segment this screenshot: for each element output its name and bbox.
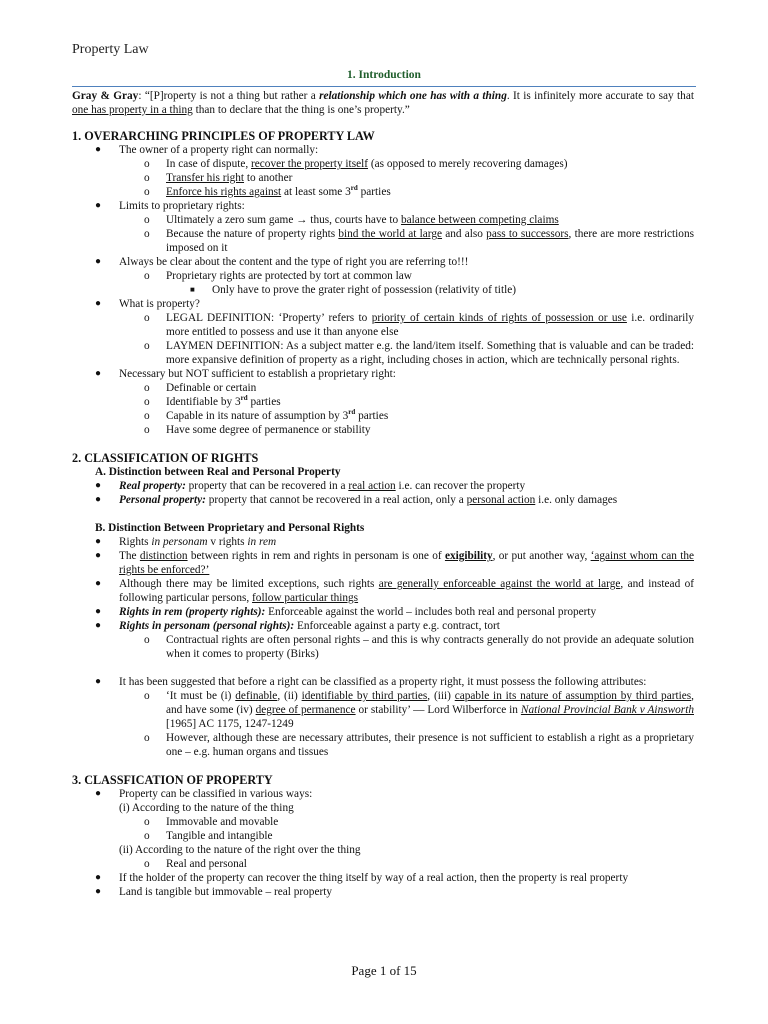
item-text: , there are more restrictions imposed on it: [166, 228, 694, 254]
section-1-heading: 1. OVERARCHING PRINCIPLES OF PROPERTY LAW: [72, 129, 375, 143]
item-italic: in personam: [151, 536, 208, 548]
item-label: Rights in rem (property rights):: [119, 606, 266, 618]
item-text: , (iii): [427, 690, 455, 702]
item-text: to another: [244, 172, 293, 184]
item-label: Rights in personam (personal rights):: [119, 620, 295, 632]
list-item: o Ultimately a zero sum game → thus, courts have to balance between competing claims: [144, 214, 559, 226]
quote-emphasis: relationship which one has with a thing: [319, 90, 507, 102]
list-item: ● Although there may be limited exceptions, such rights are generally enforceable against the world at large, and instead of following particular persons, follow particular things: [95, 578, 694, 604]
subsection-a-heading: A. Distinction between Real and Personal Property: [95, 466, 341, 478]
quote-text: . It is infinitely more accurate to say that: [506, 90, 694, 102]
list-item: o Contractual rights are often personal rights – and this is why contracts generally do not provide an adequate solution when it comes to property (Birks): [144, 634, 694, 660]
item-text: Limits to proprietary rights:: [119, 200, 245, 212]
item-text: The owner of a property right can normally:: [119, 144, 319, 156]
item-bold-underline: exigibility: [444, 550, 493, 562]
superscript: rd: [240, 394, 248, 403]
list-item: o In case of dispute, recover the property itself (as opposed to merely recovering damages): [144, 158, 568, 170]
item-underline: identifiable by third parties: [301, 690, 428, 702]
item-text: Have some degree of permanence or stability: [166, 424, 371, 436]
list-item: ● Personal property: property that cannot be recovered in a real action, only a personal action i.e. only damages: [95, 494, 618, 506]
item-underline: Transfer his right: [166, 172, 245, 184]
item-text: Because the nature of property rights: [166, 228, 339, 240]
list-subheading: (i) According to the nature of the thing: [119, 802, 294, 814]
list-item: o Capable in its nature of assumption by 3rd parties: [144, 408, 389, 422]
item-underline: follow particular things: [252, 592, 359, 604]
list-item: o Because the nature of property rights bind the world at large and also pass to successors, there are more restrictions imposed on it: [144, 228, 694, 254]
list-item: o LEGAL DEFINITION: ‘Property’ refers to priority of certain kinds of rights of possession or use i.e. ordinarily more entitled to possess and use it than anyone else: [144, 312, 695, 338]
item-underline: distinction: [139, 550, 188, 562]
item-text: Identifiable by 3: [166, 396, 241, 408]
section-2b-list: [72, 535, 694, 759]
section-2-heading: 2. CLASSIFICATION OF RIGHTS: [72, 451, 259, 465]
list-item: ● Limits to proprietary rights:: [95, 200, 245, 212]
list-item: ● It has been suggested that before a right can be classified as a property right, it must possess the following attributes:: [95, 676, 647, 688]
item-underline: definable: [235, 690, 278, 702]
item-italic: in rem: [247, 536, 277, 548]
list-item: ■ Only have to prove the grater right of possession (relativity of title): [190, 284, 516, 296]
item-underline: ‘against whom can the rights be enforced?’: [119, 550, 694, 576]
item-label: Personal property:: [119, 494, 206, 506]
item-text: Ultimately a zero sum game → thus, courts have to: [166, 214, 401, 226]
item-text: i.e. can recover the property: [395, 480, 526, 492]
list-item: ● What is property?: [95, 298, 200, 310]
item-text: Land is tangible but immovable – real property: [119, 886, 333, 898]
quote-author: Gray & Gray: [72, 90, 139, 102]
item-text: , or put another way,: [492, 550, 591, 562]
item-text: between rights in rem and rights in personam is one of: [187, 550, 445, 562]
list-item: o Immovable and movable: [144, 816, 279, 828]
list-item: ● Rights in personam v rights in rem: [95, 536, 277, 548]
item-text: Real and personal: [166, 858, 247, 870]
page-number: Page 1 of 15: [351, 963, 417, 978]
item-text: , and instead of following particular persons,: [119, 578, 694, 604]
item-text: In case of dispute,: [166, 158, 252, 170]
item-underline: bind the world at large: [338, 228, 443, 240]
item-text: parties: [247, 396, 281, 408]
list-item: ● Always be clear about the content and the type of right you are referring to!!!: [95, 256, 469, 268]
item-text: LEGAL DEFINITION: ‘Property’ refers to: [166, 312, 372, 324]
case-citation: National Provincial Bank v Ainsworth: [520, 704, 694, 716]
section-2a-list: [72, 479, 694, 507]
item-text: If the holder of the property can recover the thing itself by way of a real action, then the property is real property: [119, 872, 629, 884]
list-item: o ‘It must be (i) definable, (ii) identifiable by third parties, (iii) capable in its nature of assumption by third parties, and have some (iv) degree of permanence or stability’ — Lord Wilberforce in National Provincial Bank v Ainsworth [1965] AC 1175, 1247-1249: [144, 690, 694, 730]
running-header: Property Law: [72, 42, 149, 57]
list-item: o Real and personal: [144, 858, 247, 870]
item-underline: Enforce his rights against: [166, 186, 282, 198]
item-text: parties: [357, 186, 391, 198]
item-text: (as opposed to merely recovering damages): [368, 158, 568, 170]
superscript: rd: [348, 408, 356, 417]
item-text: The: [119, 550, 140, 562]
item-text: However, although these are necessary attributes, their presence is not sufficient to establish a right as a proprietary one – e.g. human organs and tissues: [166, 732, 694, 758]
item-text: Property can be classified in various ways:: [119, 788, 313, 800]
item-text: Although there may be limited exceptions, such rights: [119, 578, 379, 590]
item-text: What is property?: [119, 298, 200, 310]
item-text: , (ii): [277, 690, 302, 702]
list-item: o Have some degree of permanence or stability: [144, 424, 371, 436]
item-text: parties: [355, 410, 389, 422]
item-underline: personal action: [466, 494, 536, 506]
list-item: ● Rights in rem (property rights): Enforceable against the world – includes both real and personal property: [95, 606, 597, 618]
item-underline: capable in its nature of assumption by third parties: [454, 690, 692, 702]
section-3-list: [72, 787, 694, 899]
section-3-heading: 3. CLASSFICATION OF PROPERTY: [72, 773, 273, 787]
list-item: ● If the holder of the property can recover the thing itself by way of a real action, then the property is real property: [95, 872, 629, 884]
item-text: Always be clear about the content and the type of right you are referring to!!!: [119, 256, 469, 268]
list-item: ● Necessary but NOT sufficient to establish a proprietary right:: [95, 368, 396, 380]
item-text: ‘It must be (i): [166, 690, 236, 702]
item-text: Contractual rights are often personal rights – and this is why contracts generally do not provide an adequate solution when it comes to property (Birks): [166, 634, 694, 660]
item-text: property that cannot be recovered in a real action, only a: [205, 494, 467, 506]
item-text: Definable or certain: [166, 382, 257, 394]
list-item: ● The distinction between rights in rem and rights in personam is one of exigibility, or put another way, ‘against whom can the rights be enforced?’: [95, 550, 694, 576]
list-item: o Tangible and intangible: [144, 830, 273, 842]
superscript: rd: [350, 184, 358, 193]
list-item: ● The owner of a property right can normally:: [95, 144, 319, 156]
quote-text: : “[P]roperty is not a thing but rather a: [138, 90, 320, 102]
item-text: Immovable and movable: [166, 816, 279, 828]
item-text: Only have to prove the grater right of possession (relativity of title): [212, 284, 516, 296]
item-text: LAYMEN DEFINITION: As a subject matter e.g. the land/item itself. Something that is valuable and can be traded: more expansive definition of property as a right, including choses in action, which are technically personal rights.: [166, 340, 694, 366]
item-underline: priority of certain kinds of rights of possession or use: [371, 312, 627, 324]
item-text: [1965] AC 1175, 1247-1249: [166, 718, 294, 730]
item-underline: pass to successors: [486, 228, 569, 240]
item-text: property that can be recovered in a: [185, 480, 349, 492]
intro-heading: 1. Introduction: [72, 68, 696, 87]
item-text: at least some 3: [281, 186, 351, 198]
quote-text: than to declare that the thing is one’s property.”: [192, 104, 410, 116]
item-text: Necessary but NOT sufficient to establish a proprietary right:: [119, 368, 396, 380]
document-body: [72, 89, 694, 899]
subsection-b-heading: B. Distinction Between Proprietary and Personal Rights: [95, 522, 365, 534]
item-text: Rights: [119, 536, 152, 548]
item-text: or stability’ — Lord Wilberforce in: [355, 704, 521, 716]
item-text: Capable in its nature of assumption by 3: [166, 410, 349, 422]
item-underline: degree of permanence: [255, 704, 356, 716]
item-text: Tangible and intangible: [166, 830, 273, 842]
item-text: Enforceable against the world – includes both real and personal property: [265, 606, 597, 618]
item-underline: recover the property itself: [251, 158, 369, 170]
list-item: o Transfer his right to another: [144, 172, 293, 184]
item-text: i.e. only damages: [535, 494, 618, 506]
list-item: ● Property can be classified in various ways:: [95, 788, 313, 800]
list-item: ● Land is tangible but immovable – real property: [95, 886, 333, 898]
quote-underline: one has property in a thing: [72, 104, 193, 116]
item-text: It has been suggested that before a right can be classified as a property right, it must possess the following attributes:: [119, 676, 647, 688]
section-1-list: [72, 143, 694, 437]
item-underline: balance between competing claims: [400, 214, 559, 226]
list-item: o LAYMEN DEFINITION: As a subject matter e.g. the land/item itself. Something that is valuable and can be traded: more expansive definition of property as a right, including choses in action, which are technically personal rights.: [144, 340, 694, 366]
item-text: and also: [442, 228, 487, 240]
item-text: , and have some (iv): [166, 690, 694, 716]
list-item: o Identifiable by 3rd parties: [144, 394, 281, 408]
item-text: v rights: [207, 536, 248, 548]
list-item: o Definable or certain: [144, 382, 257, 394]
item-text: i.e. ordinarily more entitled to possess and use it than anyone else: [166, 312, 695, 338]
list-item: ● Rights in personam (personal rights): Enforceable against a party e.g. contract, tort: [95, 620, 500, 632]
item-text: Enforceable against a party e.g. contract, tort: [294, 620, 500, 632]
item-text: Proprietary rights are protected by tort at common law: [166, 270, 412, 282]
list-item: o However, although these are necessary attributes, their presence is not sufficient to establish a right as a proprietary one – e.g. human organs and tissues: [144, 732, 694, 758]
list-item: ● Real property: property that can be recovered in a real action i.e. can recover the property: [95, 480, 526, 492]
list-subheading: (ii) According to the nature of the right over the thing: [119, 844, 361, 856]
intro-quote: [72, 89, 694, 117]
item-underline: are generally enforceable against the world at large: [378, 578, 621, 590]
list-item: o Proprietary rights are protected by tort at common law: [144, 270, 412, 282]
item-label: Real property:: [119, 480, 186, 492]
item-underline: real action: [348, 480, 396, 492]
list-item: o Enforce his rights against at least some 3rd parties: [144, 184, 391, 198]
